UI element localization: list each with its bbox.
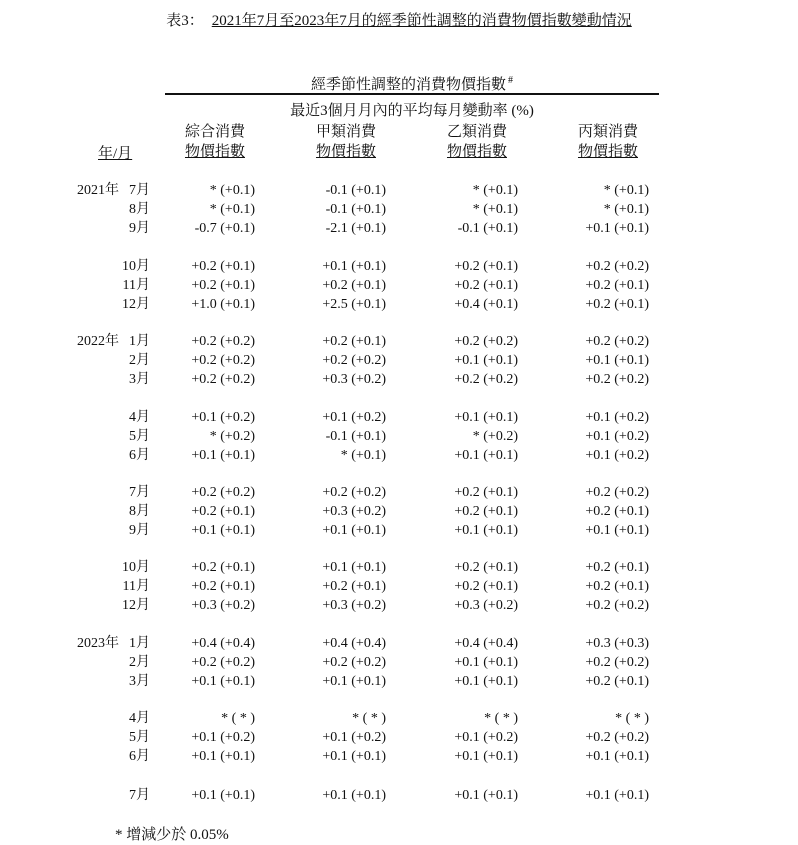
value-cell: +0.1 (+0.2) — [585, 429, 649, 444]
table-number: 表3： — [166, 13, 204, 29]
year-cell: 2023年 — [77, 636, 119, 651]
value-cell: +0.1 (+0.1) — [454, 749, 518, 764]
column-header-c — [548, 122, 668, 162]
month-cell: 10月 — [122, 259, 150, 274]
table-row — [0, 483, 798, 502]
table-row — [0, 709, 798, 728]
value-cell: +0.2 (+0.1) — [191, 504, 255, 519]
value-cell: +0.1 (+0.2) — [322, 730, 386, 745]
header-main — [165, 73, 659, 94]
table-row — [0, 351, 798, 370]
value-cell: +0.2 (+0.2) — [585, 334, 649, 349]
month-cell: 10月 — [122, 560, 150, 575]
column-header-line1: 綜合消費 — [184, 124, 245, 140]
value-cell: +0.2 (+0.1) — [454, 560, 518, 575]
table-row — [0, 219, 798, 238]
column-header-b — [417, 122, 537, 162]
header-main-mark: # — [508, 75, 513, 86]
value-cell: +0.1 (+0.1) — [322, 259, 386, 274]
value-cell: +0.1 (+0.1) — [191, 788, 255, 803]
month-cell: 7月 — [129, 485, 150, 500]
month-cell: 3月 — [129, 372, 150, 387]
value-cell: * (+0.1) — [340, 448, 386, 463]
value-cell: +0.1 (+0.1) — [454, 655, 518, 670]
value-cell: +0.1 (+0.1) — [191, 523, 255, 538]
footnote: * 增減少於 0.05% — [115, 827, 229, 843]
value-cell: +0.1 (+0.1) — [454, 448, 518, 463]
value-cell: +0.3 (+0.2) — [322, 598, 386, 613]
value-cell: * (+0.1) — [603, 183, 649, 198]
month-cell: 7月 — [129, 788, 150, 803]
value-cell: +0.2 (+0.1) — [322, 579, 386, 594]
month-cell: 2月 — [129, 353, 150, 368]
table-row — [0, 747, 798, 766]
value-cell: +0.2 (+0.2) — [585, 485, 649, 500]
table-row — [0, 672, 798, 691]
value-cell: +0.1 (+0.1) — [454, 523, 518, 538]
value-cell: -0.1 (+0.1) — [325, 429, 386, 444]
value-cell: +0.1 (+0.2) — [191, 410, 255, 425]
value-cell: +0.2 (+0.2) — [191, 372, 255, 387]
value-cell: +0.1 (+0.1) — [322, 523, 386, 538]
table-row — [0, 786, 798, 805]
value-cell: +0.2 (+0.2) — [191, 655, 255, 670]
table-row — [0, 502, 798, 521]
value-cell: +1.0 (+0.1) — [191, 297, 255, 312]
value-cell: +0.1 (+0.1) — [585, 353, 649, 368]
value-cell: +0.1 (+0.1) — [322, 788, 386, 803]
month-cell: 11月 — [122, 278, 150, 293]
table-row — [0, 295, 798, 314]
month-cell: 7月 — [129, 183, 150, 198]
value-cell: +0.1 (+0.1) — [585, 523, 649, 538]
value-cell: * (+0.1) — [209, 183, 255, 198]
value-cell: +0.3 (+0.2) — [322, 372, 386, 387]
month-cell: 11月 — [122, 579, 150, 594]
value-cell: -2.1 (+0.1) — [325, 221, 386, 236]
table-row — [0, 427, 798, 446]
value-cell: * (+0.2) — [472, 429, 518, 444]
value-cell: +0.2 (+0.2) — [585, 372, 649, 387]
value-cell: * (+0.1) — [603, 202, 649, 217]
value-cell: -0.1 (+0.1) — [325, 183, 386, 198]
month-cell: 1月 — [129, 636, 150, 651]
table-row — [0, 408, 798, 427]
table-row — [0, 370, 798, 389]
value-cell: +0.1 (+0.1) — [191, 448, 255, 463]
value-cell: * (+0.1) — [472, 183, 518, 198]
value-cell: +0.2 (+0.2) — [585, 655, 649, 670]
value-cell: +0.1 (+0.2) — [454, 730, 518, 745]
value-cell: +0.2 (+0.2) — [322, 655, 386, 670]
value-cell: * (+0.2) — [209, 429, 255, 444]
value-cell: +0.2 (+0.2) — [454, 334, 518, 349]
value-cell: +0.1 (+0.1) — [585, 788, 649, 803]
value-cell: +0.1 (+0.1) — [585, 749, 649, 764]
value-cell: +0.1 (+0.1) — [454, 410, 518, 425]
value-cell: +0.2 (+0.1) — [322, 278, 386, 293]
value-cell: +0.2 (+0.1) — [454, 504, 518, 519]
month-cell: 1月 — [129, 334, 150, 349]
value-cell: +0.2 (+0.1) — [585, 560, 649, 575]
value-cell: +0.1 (+0.1) — [585, 221, 649, 236]
month-cell: 8月 — [129, 202, 150, 217]
value-cell: +0.2 (+0.1) — [454, 485, 518, 500]
value-cell: +0.3 (+0.2) — [454, 598, 518, 613]
table-row — [0, 634, 798, 653]
value-cell: +0.2 (+0.1) — [454, 259, 518, 274]
value-cell: +2.5 (+0.1) — [322, 297, 386, 312]
value-cell: +0.2 (+0.1) — [191, 278, 255, 293]
value-cell: +0.1 (+0.1) — [454, 788, 518, 803]
header-sub: 最近3個月月內的平均每月變動率 (%) — [290, 103, 534, 119]
value-cell: +0.1 (+0.2) — [322, 410, 386, 425]
column-header-line2: 物價指數 — [315, 144, 376, 160]
value-cell: +0.2 (+0.1) — [454, 278, 518, 293]
value-cell: +0.1 (+0.2) — [585, 410, 649, 425]
value-cell: +0.2 (+0.2) — [322, 485, 386, 500]
month-cell: 5月 — [129, 730, 150, 745]
table-row — [0, 181, 798, 200]
value-cell: +0.2 (+0.2) — [585, 598, 649, 613]
value-cell: +0.1 (+0.1) — [454, 353, 518, 368]
value-cell: -0.1 (+0.1) — [325, 202, 386, 217]
value-cell: -0.7 (+0.1) — [194, 221, 255, 236]
table-title — [0, 9, 798, 30]
value-cell: +0.4 (+0.4) — [322, 636, 386, 651]
value-cell: +0.1 (+0.1) — [191, 674, 255, 689]
value-cell: +0.3 (+0.2) — [191, 598, 255, 613]
value-cell: * ( * ) — [352, 711, 386, 726]
table-row — [0, 446, 798, 465]
value-cell: +0.2 (+0.2) — [191, 334, 255, 349]
table-row — [0, 653, 798, 672]
column-header-composite — [155, 122, 275, 162]
column-header-line2: 物價指數 — [577, 144, 638, 160]
value-cell: +0.1 (+0.1) — [322, 560, 386, 575]
value-cell: +0.2 (+0.2) — [191, 485, 255, 500]
value-cell: +0.2 (+0.2) — [191, 353, 255, 368]
value-cell: +0.2 (+0.2) — [322, 353, 386, 368]
month-cell: 2月 — [129, 655, 150, 670]
value-cell: +0.2 (+0.2) — [454, 372, 518, 387]
value-cell: +0.3 (+0.3) — [585, 636, 649, 651]
table-row — [0, 596, 798, 615]
value-cell: +0.1 (+0.2) — [585, 448, 649, 463]
value-cell: +0.1 (+0.1) — [322, 674, 386, 689]
column-header-line1: 乙類消費 — [446, 124, 507, 140]
table-row — [0, 200, 798, 219]
table-title-text: 2021年7月至2023年7月的經季節性調整的消費物價指數變動情況 — [211, 13, 632, 29]
value-cell: +0.2 (+0.2) — [585, 259, 649, 274]
month-cell: 12月 — [122, 598, 150, 613]
month-cell: 9月 — [129, 523, 150, 538]
table-row — [0, 728, 798, 747]
month-cell: 4月 — [129, 711, 150, 726]
value-cell: +0.4 (+0.1) — [454, 297, 518, 312]
value-cell: +0.1 (+0.2) — [191, 730, 255, 745]
value-cell: +0.1 (+0.1) — [191, 749, 255, 764]
table-row — [0, 558, 798, 577]
value-cell: +0.2 (+0.1) — [454, 579, 518, 594]
value-cell: +0.1 (+0.1) — [454, 674, 518, 689]
value-cell: +0.2 (+0.2) — [585, 730, 649, 745]
year-cell: 2022年 — [77, 334, 119, 349]
value-cell: +0.2 (+0.1) — [585, 579, 649, 594]
value-cell: * ( * ) — [615, 711, 649, 726]
column-header-line1: 丙類消費 — [577, 124, 638, 140]
month-cell: 9月 — [129, 221, 150, 236]
column-header-line2: 物價指數 — [184, 144, 245, 160]
column-header-a — [286, 122, 406, 162]
value-cell: * ( * ) — [484, 711, 518, 726]
value-cell: * (+0.1) — [209, 202, 255, 217]
table-row — [0, 577, 798, 596]
month-cell: 12月 — [122, 297, 150, 312]
month-cell: 4月 — [129, 410, 150, 425]
table-row — [0, 521, 798, 540]
value-cell: +0.2 (+0.1) — [585, 278, 649, 293]
column-header-line2: 物價指數 — [446, 144, 507, 160]
value-cell: -0.1 (+0.1) — [457, 221, 518, 236]
month-cell: 3月 — [129, 674, 150, 689]
value-cell: +0.1 (+0.1) — [322, 749, 386, 764]
month-cell: 8月 — [129, 504, 150, 519]
value-cell: +0.4 (+0.4) — [454, 636, 518, 651]
value-cell: +0.2 (+0.1) — [191, 259, 255, 274]
value-cell: +0.2 (+0.1) — [585, 504, 649, 519]
header-main-text: 經季節性調整的消費物價指數 — [310, 77, 506, 93]
year-month-header: 年/月 — [98, 146, 133, 162]
value-cell: +0.3 (+0.2) — [322, 504, 386, 519]
value-cell: +0.2 (+0.1) — [585, 297, 649, 312]
value-cell: +0.2 (+0.1) — [585, 674, 649, 689]
table-row — [0, 332, 798, 351]
table-row — [0, 276, 798, 295]
value-cell: +0.2 (+0.1) — [191, 560, 255, 575]
value-cell: * (+0.1) — [472, 202, 518, 217]
month-cell: 6月 — [129, 749, 150, 764]
year-cell: 2021年 — [77, 183, 119, 198]
value-cell: +0.2 (+0.1) — [322, 334, 386, 349]
value-cell: +0.2 (+0.1) — [191, 579, 255, 594]
month-cell: 6月 — [129, 448, 150, 463]
table-row — [0, 257, 798, 276]
value-cell: * ( * ) — [221, 711, 255, 726]
value-cell: +0.4 (+0.4) — [191, 636, 255, 651]
header-rule — [165, 93, 659, 95]
column-header-line1: 甲類消費 — [315, 124, 376, 140]
month-cell: 5月 — [129, 429, 150, 444]
